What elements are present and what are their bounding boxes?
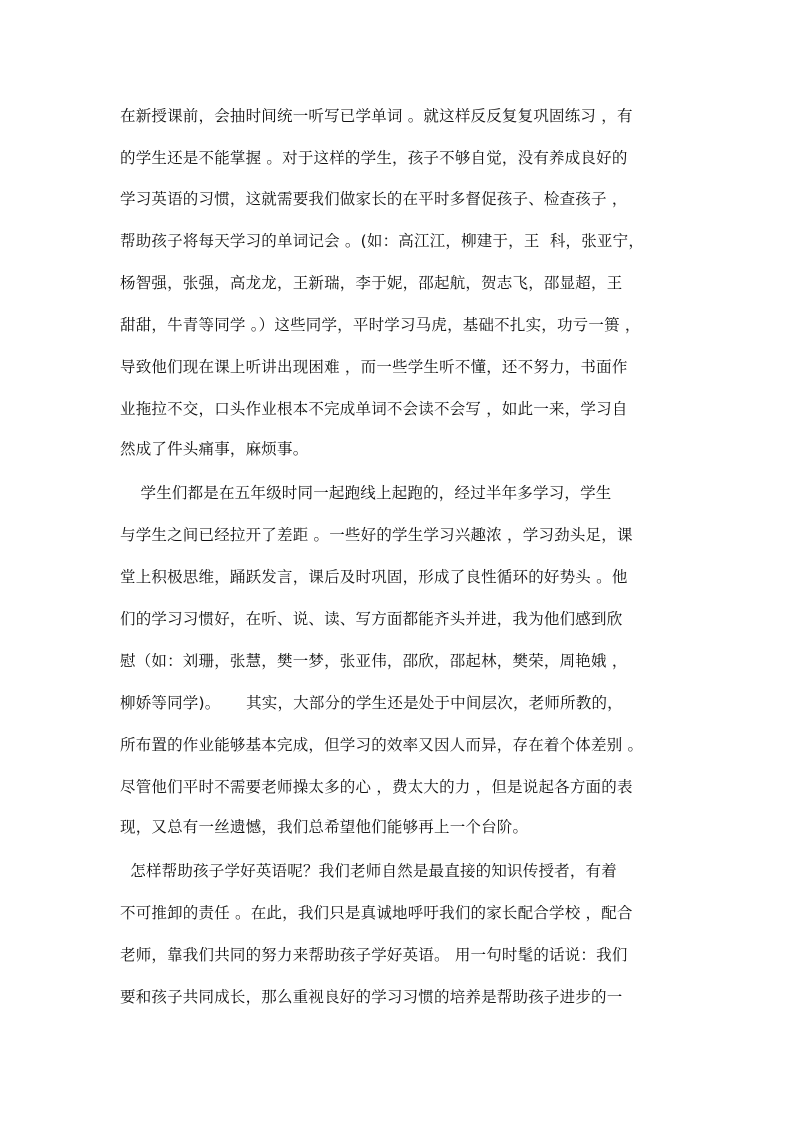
text-line: 杨智强，张强，高龙龙，王新瑞，李于妮，邵起航，贺志飞，邵显超，王 — [120, 274, 623, 292]
text-line: 学习英语的习惯，这就需要我们做家长的在平时多督促孩子、检查孩子 ， — [120, 190, 628, 208]
text-line: 慰（如：刘珊，张慧，樊一梦，张亚伟，邵欣，邵起林，樊荣，周艳娥 ， — [120, 652, 628, 670]
text-line: 然成了件头痛事，麻烦事。 — [120, 440, 309, 458]
text-line: 不可推卸的责任 。在此，我们只是真诚地呼吁我们的家长配合学校 ，配合 — [120, 904, 633, 922]
text-line: 们的学习习惯好，在听、说、读、写方面都能齐头并进，我为他们感到欣 — [120, 610, 623, 628]
text-line: 尽管他们平时不需要老师操太多的心 ，费太大的力 ，但是说起各方面的表 — [120, 778, 633, 796]
text-line: 业拖拉不交，口头作业根本不完成单词不会读不会写 ，如此一来，学习自 — [120, 400, 628, 418]
text-line: 堂上积极思维，踊跃发言，课后及时巩固，形成了良性循环的好势头 。他 — [120, 568, 628, 586]
text-line: 老师，靠我们共同的努力来帮助孩子学好英语。 用一句时髦的话说：我们 — [120, 946, 628, 964]
text-line: 的学生还是不能掌握 。对于这样的学生，孩子不够自觉，没有养成良好的 — [120, 149, 628, 167]
text-line: 在新授课前，会抽时间统一听写已学单词 。就这样反反复复巩固练习 ，有 — [120, 107, 633, 125]
text-line: 甜甜，牛青等同学 。）这些同学，平时学习马虎，基础不扎实，功亏一篑 ， — [120, 316, 641, 334]
text-line: 要和孩子共同成长，那么重视良好的学习习惯的培养是帮助孩子进步的一 — [120, 988, 623, 1006]
text-line: 帮助孩子将每天学习的单词记会 。(如：高江江，柳建于，王 科，张亚宁， — [120, 232, 645, 250]
text-line: 导致他们现在课上听讲出现困难 ，而一些学生听不懂，还不努力，书面作 — [120, 358, 628, 376]
text-line: 现，又总有一丝遗憾，我们总希望他们能够再上一个台阶。 — [120, 818, 529, 836]
text-line: 与学生之间已经拉开了差距 。一些好的学生学习兴趣浓 ，学习劲头足，课 — [120, 526, 633, 544]
text-line: 所布置的作业能够基本完成，但学习的效率又因人而异，存在着个体差别 。 — [120, 736, 644, 754]
text-line: 学生们都是在五年级时同一起跑线上起跑的，经过半年多学习，学生 — [120, 484, 612, 502]
text-line: 柳娇等同学)。 其实，大部分的学生还是处于中间层次，老师所教的， — [120, 694, 623, 712]
text-line: 怎样帮助孩子学好英语呢？我们老师自然是最直接的知识传授者，有着 — [120, 862, 617, 880]
